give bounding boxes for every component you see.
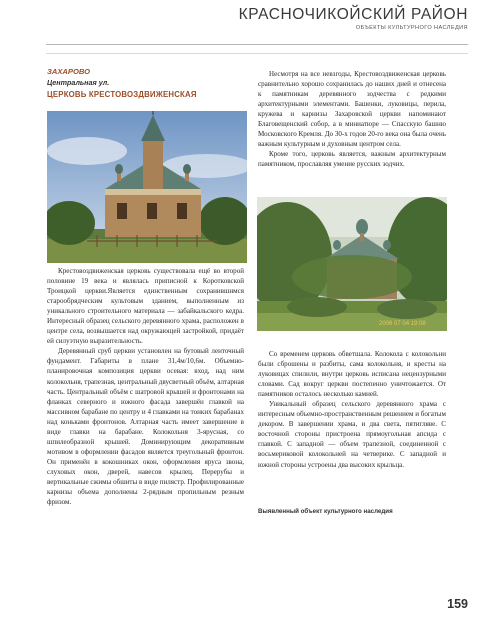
- church-name: ЦЕРКОВЬ КРЕСТОВОЗДВИЖЕНСКАЯ: [47, 90, 197, 99]
- church-photo-garden: [257, 197, 447, 331]
- paragraph: Деревянный сруб церкви установлен на бутовый ленточный фундамент. Габариты в плане 31,4м/10,6м. Объемно-планировочная композиция церкви осевая: вход, над ним колокольня, трапезная, центральный двусветный объём, алтарная часть. Центральный объём с шатровой крышей и фронтонами на фланках северного и южного фасада завершён главкой на массивном барабане по центру и 4 главками на тонких барабанах над коньками фронтонов. Алтарная часть имеет завершение в виде главки на барабане. Колокольня 3-ярусная, со шпилеобразной крышей. Доминирующим декоративным мотивом в оформлении фасадов является треугольный фронтон. Он применён в кокошниках окон, оформления яруса звона, слуховых окон, дверей, навесов крылец. Перерубы и вертикальные сжимы обшиты в виде пилястр. Профилированные карнизы объема дополнены 2-рядным пропильным резным фризом.: [47, 347, 244, 507]
- left-text-column: [47, 266, 244, 507]
- page-number: 159: [447, 597, 468, 611]
- right-text-column-top: [258, 69, 446, 169]
- paragraph: Несмотря на все невзгоды, Крестовоздвиженская церковь сравнительно хорошо сохранилась до наших дней и отнесена к памятникам деревянного зодчества с редкими архитектурными элементами. Башенки, луковицы, перила, кружева и карнизы Захаровской церкви напоминают Благовещенский собор, а в миниатюре — Спасскую башню Московского Кремля. До 30-х годов 20-го века она была очень важным культурным и духовным центром села.: [258, 70, 446, 149]
- street-name: Центральная ул.: [47, 78, 110, 87]
- heritage-status-caption: Выявленный объект культурного наследия: [258, 508, 393, 515]
- right-text-column-bottom: [258, 349, 446, 470]
- village-name: ЗАХАРОВО: [47, 67, 91, 76]
- region-title: КРАСНОЧИКОЙСКИЙ РАЙОН: [238, 6, 468, 23]
- paragraph: Крестовоздвиженская церковь существовала ещё во второй половине 19 века и являлась приписной к Коротковской Троицкой церкви.Является единственным сохранившимся старообрядческим культовым зданием, выполненным из уникального строительного материала — забайкальского кедра. Интересный образец сельского деревянного храма, расположен в центре села, возвышается над окружающей застройкой, придаёт ей силуэтную выразительность.: [47, 267, 244, 346]
- paragraph: Кроме того, церковь является, важным архитектурным памятником, прославляя умение русских зодчих.: [258, 150, 446, 169]
- running-header: [239, 6, 468, 31]
- church-photo-exterior-drawing: [47, 111, 247, 263]
- header-rule: [46, 44, 468, 45]
- church-photo-garden-drawing: [257, 197, 447, 331]
- paragraph: Со временем церковь обветшала. Колокола с колокольни были сброшены и разбиты, сама колокольня, и кресты на луковицах спилили, внутри церковь исписана нецензурными словами. Сад вокруг церкви постепенно уничтожается. От памятников осталось несколько камней.: [258, 350, 446, 399]
- photo-timestamp: 2006 07 04 19:08: [379, 321, 426, 327]
- header-rule-secondary: [46, 53, 468, 54]
- paragraph: Уникальный образец сельского деревянного храма с интересным объемно-пространственным решением и богатым декором. В завершении храма, и два света, пятигляве. С восточной стороны пристроена прямоугольная апсида с главкой. С западной — объем трапезной, соединенной с восьмериковой колокольней на четверике. С западной и южной стороны устроены два высоких крыльца.: [258, 400, 446, 469]
- church-photo-exterior: [47, 111, 247, 263]
- object-heading: [47, 67, 197, 99]
- section-subtitle: ОБЪЕКТЫ КУЛЬТУРНОГО НАСЛЕДИЯ: [355, 25, 468, 31]
